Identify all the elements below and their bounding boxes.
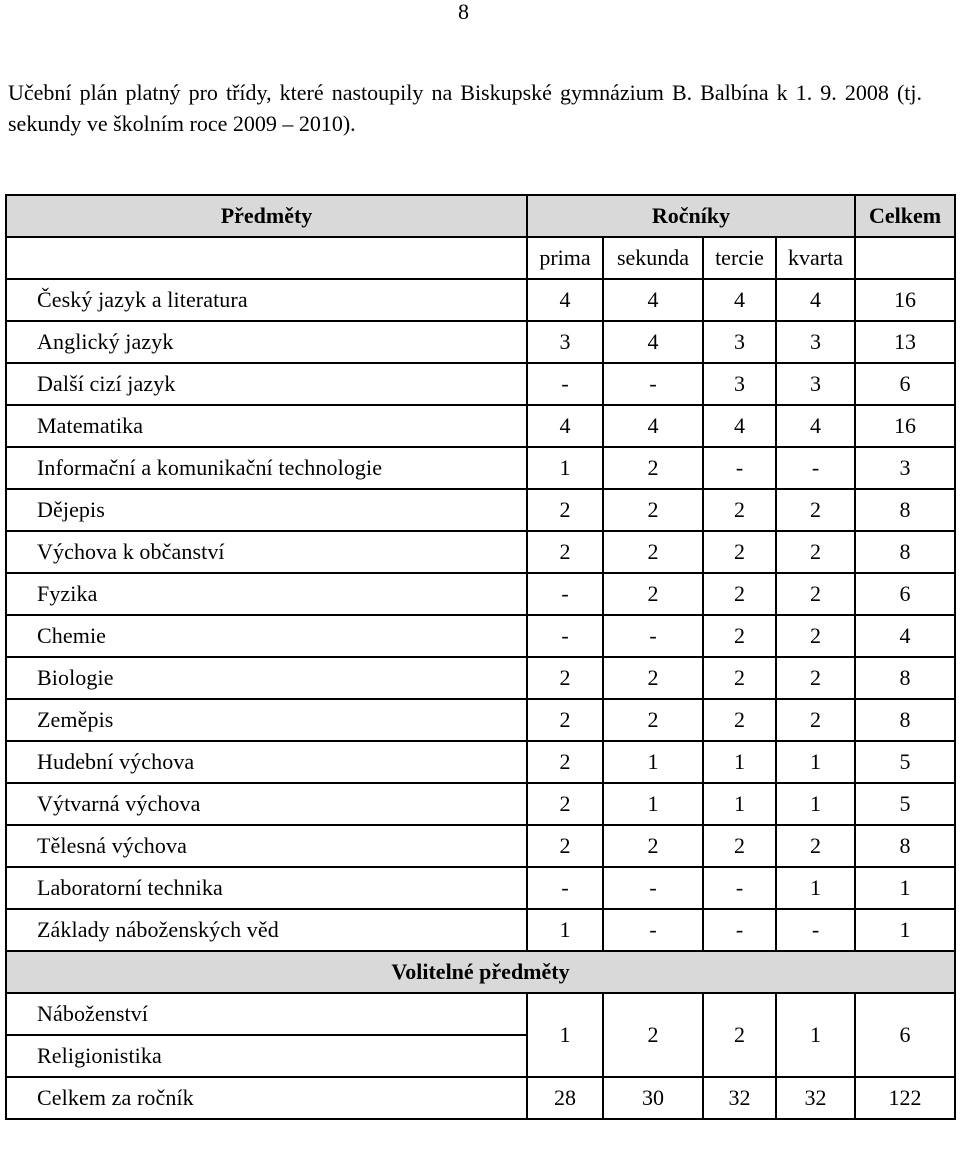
lesson-count: 4 [603,321,703,363]
lesson-count: 2 [776,699,855,741]
lesson-count: 4 [603,405,703,447]
lesson-count: 1 [776,783,855,825]
grade-names-total-blank [855,237,955,279]
grade-names-row [6,237,955,279]
subject-name: Základy náboženských věd [6,909,527,951]
lesson-count: 3 [527,321,603,363]
elective-total: 6 [855,993,955,1077]
subject-name: Anglický jazyk [6,321,527,363]
subject-name: Chemie [6,615,527,657]
subject-name: Laboratorní technika [6,867,527,909]
lesson-count: 2 [603,825,703,867]
lesson-count: 4 [703,405,776,447]
lesson-count: 4 [776,279,855,321]
page-number: 8 [458,0,469,24]
table-row [6,279,955,321]
lesson-count: 2 [603,573,703,615]
curriculum-table [5,194,956,1120]
grade-name: prima [527,237,603,279]
elective-lesson-count: 1 [527,993,603,1077]
subject-total: 16 [855,279,955,321]
elective-subject-name: Náboženství [6,993,527,1035]
elective-subject-name: Religionistika [6,1035,527,1077]
header-subjects: Předměty [6,195,527,237]
lesson-count: 1 [527,909,603,951]
lesson-count: 2 [527,531,603,573]
subject-total: 8 [855,825,955,867]
subject-name: Český jazyk a literatura [6,279,527,321]
lesson-count: - [527,573,603,615]
grade-names-blank [6,237,527,279]
table-row [6,531,955,573]
subject-name: Výchova k občanství [6,531,527,573]
lesson-count: 2 [603,699,703,741]
lesson-count: - [776,909,855,951]
lesson-count: - [603,867,703,909]
lesson-count: 1 [776,867,855,909]
header-total: Celkem [855,195,955,237]
lesson-count: - [776,447,855,489]
subject-total: 1 [855,867,955,909]
subject-total: 6 [855,363,955,405]
lesson-count: 4 [527,405,603,447]
lesson-count: 4 [527,279,603,321]
lesson-count: 4 [776,405,855,447]
summary-label: Celkem za ročník [6,1077,527,1119]
lesson-count: 1 [603,741,703,783]
table-row [6,363,955,405]
lesson-count: - [527,867,603,909]
grade-name: sekunda [603,237,703,279]
lesson-count: 2 [776,657,855,699]
lesson-count: 2 [703,489,776,531]
lesson-count: 4 [603,279,703,321]
lesson-count: 2 [603,531,703,573]
lesson-count: 2 [603,447,703,489]
grade-total: 28 [527,1077,603,1119]
lesson-count: 2 [527,657,603,699]
grade-total: 30 [603,1077,703,1119]
elective-lesson-count: 2 [603,993,703,1077]
lesson-count: 2 [703,615,776,657]
subject-total: 6 [855,573,955,615]
lesson-count: - [527,363,603,405]
subject-name: Zeměpis [6,699,527,741]
subject-total: 8 [855,657,955,699]
subject-total: 16 [855,405,955,447]
header-grades: Ročníky [527,195,855,237]
table-row [6,321,955,363]
table-row [6,867,955,909]
lesson-count: 1 [776,741,855,783]
lesson-count: 1 [703,741,776,783]
lesson-count: 2 [703,531,776,573]
subject-name: Tělesná výchova [6,825,527,867]
grand-total: 122 [855,1077,955,1119]
lesson-count: - [603,615,703,657]
lesson-count: - [527,615,603,657]
lesson-count: 2 [703,825,776,867]
subject-name: Dějepis [6,489,527,531]
table-row [6,657,955,699]
lesson-count: 2 [527,741,603,783]
grade-name: tercie [703,237,776,279]
subject-name: Matematika [6,405,527,447]
subject-total: 5 [855,741,955,783]
subject-total: 8 [855,531,955,573]
table-row [6,405,955,447]
subject-name: Biologie [6,657,527,699]
table-row [6,825,955,867]
lesson-count: 1 [603,783,703,825]
lesson-count: - [603,363,703,405]
lesson-count: 1 [527,447,603,489]
lesson-count: 2 [703,657,776,699]
grade-total: 32 [776,1077,855,1119]
lesson-count: 2 [776,531,855,573]
grade-name: kvarta [776,237,855,279]
table-row [6,783,955,825]
lesson-count: 2 [527,783,603,825]
lesson-count: 2 [776,615,855,657]
table-row [6,615,955,657]
summary-row [6,1077,955,1119]
table-row [6,573,955,615]
lesson-count: 2 [527,489,603,531]
lesson-count: 3 [776,321,855,363]
grade-total: 32 [703,1077,776,1119]
elective-header: Volitelné předměty [6,951,955,993]
lesson-count: - [703,867,776,909]
subject-name: Fyzika [6,573,527,615]
lesson-count: 2 [776,573,855,615]
lesson-count: 3 [703,363,776,405]
lesson-count: 2 [603,489,703,531]
lesson-count: - [703,447,776,489]
lesson-count: 2 [527,699,603,741]
table-row [6,447,955,489]
subject-total: 13 [855,321,955,363]
lesson-count: 2 [527,825,603,867]
table-row [6,741,955,783]
elective-lesson-count: 1 [776,993,855,1077]
lesson-count: 2 [776,825,855,867]
lesson-count: 3 [776,363,855,405]
lesson-count: 4 [703,279,776,321]
subject-name: Informační a komunikační technologie [6,447,527,489]
subject-total: 8 [855,489,955,531]
subject-name: Hudební výchova [6,741,527,783]
intro-paragraph: Učební plán platný pro třídy, které nastoupily na Biskupské gymnázium B. Balbína k 1. 9. 2008 (tj. sekundy ve školním roce 2009 – 2010). [8,80,922,136]
lesson-count: 2 [703,699,776,741]
lesson-count: 1 [703,783,776,825]
elective-header-row [6,951,955,993]
subject-total: 1 [855,909,955,951]
elective-lesson-count: 2 [703,993,776,1077]
table-row [6,489,955,531]
lesson-count: 2 [776,489,855,531]
lesson-count: 2 [603,657,703,699]
table-row [6,699,955,741]
lesson-count: 2 [703,573,776,615]
lesson-count: - [603,909,703,951]
subject-name: Výtvarná výchova [6,783,527,825]
subject-name: Další cizí jazyk [6,363,527,405]
table-row [6,909,955,951]
table-header-row [6,195,955,237]
subject-total: 8 [855,699,955,741]
lesson-count: 3 [703,321,776,363]
subject-total: 4 [855,615,955,657]
elective-row [6,993,955,1035]
lesson-count: - [703,909,776,951]
subject-total: 5 [855,783,955,825]
subject-total: 3 [855,447,955,489]
